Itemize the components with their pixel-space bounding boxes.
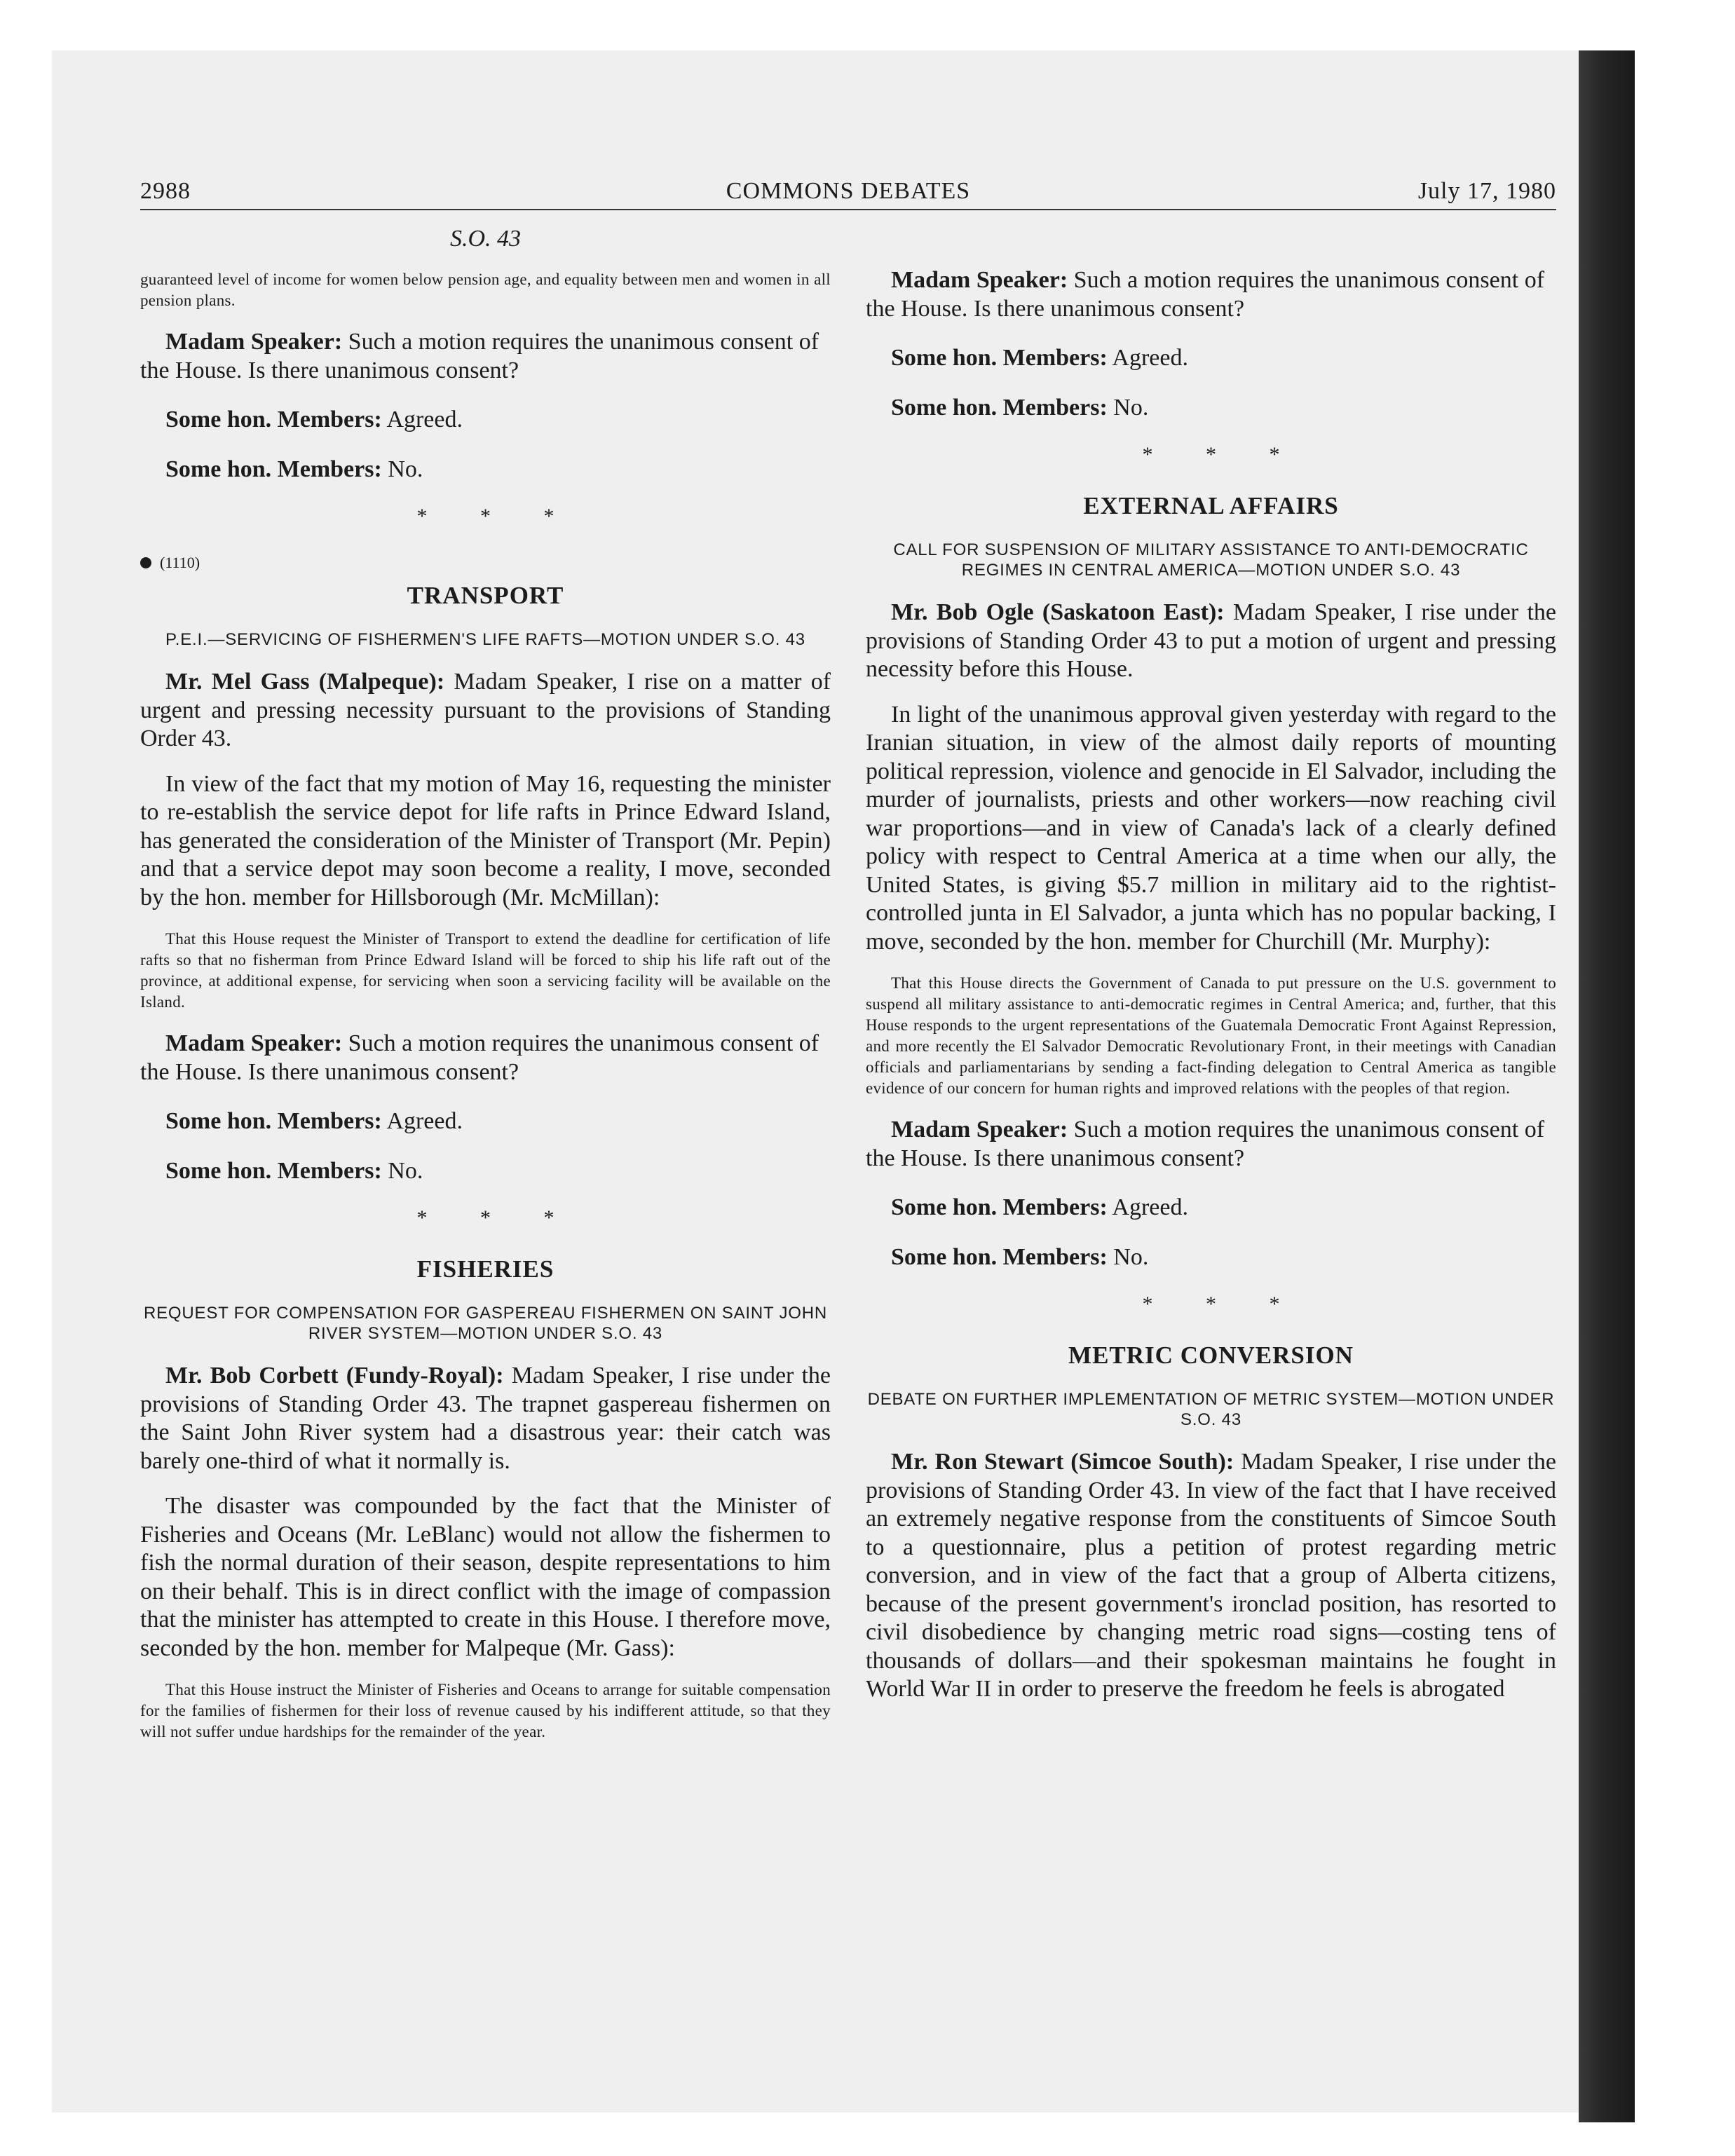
speech-paragraph <box>140 1362 831 1475</box>
speech-paragraph <box>866 599 1556 684</box>
publication-date: July 17, 1980 <box>1417 178 1556 204</box>
scan-edge-shadow <box>1579 50 1635 2122</box>
section-subheading: CALL FOR SUSPENSION OF MILITARY ASSISTANCE TO ANTI-DEMOCRATIC REGIMES IN CENTRAL AMERICA—MOTION UNDER S.O. 43 <box>893 540 1529 580</box>
left-column <box>140 226 831 1759</box>
members-response <box>140 1157 831 1186</box>
speech-paragraph: In light of the unanimous approval given yesterday with regard to the Iranian situation, in view of the almost daily reports of mounting political repression, violence and genocide in El Salvador, including the murder of journalists, priests and other workers—now reaching civil war proportions—and in view of Canada's lack of a clearly defined policy with respect to Central America at a time when our ally, the United States, is giving $5.7 million in military aid to the rightist-controlled junta in El Salvador, a junta which has no popular backing, I move, seconded by the hon. member for Churchill (Mr. Murphy): <box>866 701 1556 955</box>
speaker-text: Such a motion requires the unanimous consent of the House. Is there unanimous consent? <box>866 1117 1545 1171</box>
publication-title: COMMONS DEBATES <box>726 178 971 204</box>
members-response <box>866 1194 1556 1222</box>
speech-paragraph: In view of the fact that my motion of May 16, requesting the minister to re-establish the service depot for life rafts in Prince Edward Island, has generated the consideration of the Minister of Transport (Mr. Pepin) and that a service depot may soon become a reality, I move, seconded by the hon. member for Hillsborough (Mr. McMillan): <box>140 770 831 910</box>
speaker-label: Madam Speaker: <box>891 1117 1068 1142</box>
section-subheading: REQUEST FOR COMPENSATION FOR GASPEREAU FISHERMEN ON SAINT JOHN RIVER SYSTEM—MOTION UNDER S.O. 43 <box>143 1304 828 1343</box>
members-text: Agreed. <box>1112 1194 1188 1220</box>
members-label: Some hon. Members: <box>165 1108 382 1134</box>
speaker-label: Madam Speaker: <box>165 329 343 355</box>
speaker-ruling <box>866 266 1556 323</box>
members-response <box>866 394 1556 423</box>
members-text: Agreed. <box>386 407 463 432</box>
members-label: Some hon. Members: <box>165 1157 382 1184</box>
speech-text: Madam Speaker, I rise under the provisions of Standing Order 43 to put a motion of urgent and pressing necessity before this House. <box>866 599 1556 682</box>
speaker-text: Such a motion requires the unanimous consent of the House. Is there unanimous consent? <box>866 267 1545 322</box>
section-separator: * * * <box>1142 1292 1304 1316</box>
speaker-text: Such a motion requires the unanimous consent of the House. Is there unanimous consent? <box>140 1030 819 1085</box>
motion-text: That this House directs the Government of Canada to put pressure on the U.S. government to suspend all military assistance to anti-democratic regimes in Central America; and, further, that this House responds to the urgent representations of the Guatemala Democratic Front Against Repression, and more recently the El Salvador Democratic Revolutionary Front, in their meetings with Canadian officials and parliamentarians by sending a fact-finding delegation to Central America as tangible evidence of our concern for human rights and improved relations with the peoples of that region. <box>866 974 1556 1097</box>
speech-text: Madam Speaker, I rise under the provisions of Standing Order 43. The trapnet gaspereau fishermen on the Saint John River system had a disastrous year: their catch was barely one-third of what it normally is. <box>140 1363 831 1474</box>
section-separator: * * * <box>416 505 578 528</box>
members-response <box>140 1107 831 1136</box>
so-label: S.O. 43 <box>449 226 522 252</box>
right-column <box>866 266 1556 1721</box>
members-text: Agreed. <box>386 1108 463 1134</box>
section-separator: * * * <box>1142 443 1304 466</box>
members-label: Some hon. Members: <box>891 1194 1108 1220</box>
members-label: Some hon. Members: <box>891 394 1108 421</box>
page-header <box>140 178 1556 210</box>
members-text: No. <box>1113 1243 1149 1270</box>
time-marker <box>140 554 831 572</box>
section-heading: FISHERIES <box>416 1255 554 1283</box>
speech-paragraph: The disaster was compounded by the fact that the Minister of Fisheries and Oceans (Mr. LeBlanc) would not allow the fishermen to fish the normal duration of their season, despite representations to him on their behalf. This is in direct conflict with the image of compassion that the minister has attempted to create in this House. I therefore move, seconded by the hon. member for Malpeque (Mr. Gass): <box>140 1493 831 1661</box>
members-text: No. <box>1113 394 1149 421</box>
speaker-ruling <box>866 1116 1556 1173</box>
section-subheading: DEBATE ON FURTHER IMPLEMENTATION OF METRIC SYSTEM—MOTION UNDER S.O. 43 <box>867 1390 1555 1429</box>
members-text: No. <box>388 456 423 482</box>
section-heading: EXTERNAL AFFAIRS <box>1083 492 1339 519</box>
section-heading: TRANSPORT <box>407 582 564 609</box>
members-text: No. <box>388 1157 423 1184</box>
bullet-icon <box>140 557 151 568</box>
header-rule <box>140 209 1556 210</box>
section-separator: * * * <box>416 1206 578 1229</box>
speech-paragraph <box>866 1448 1556 1704</box>
members-response <box>866 344 1556 373</box>
motion-text: guaranteed level of income for women below pension age, and equality between men and women in all pension plans. <box>140 271 831 309</box>
section-subheading: P.E.I.—SERVICING OF FISHERMEN'S LIFE RAFTS—MOTION UNDER S.O. 43 <box>165 630 805 649</box>
members-text: Agreed. <box>1112 345 1188 371</box>
speaker-ruling <box>140 1030 831 1086</box>
speaker-name: Mr. Mel Gass (Malpeque): <box>165 669 445 695</box>
speaker-text: Such a motion requires the unanimous consent of the House. Is there unanimous consent? <box>140 329 819 383</box>
motion-text: That this House request the Minister of Transport to extend the deadline for certification of life rafts so that no fisherman from Prince Edward Island will be forced to ship his life raft out of the province, at additional expense, for servicing when soon a servicing facility will be available on the Island. <box>140 930 831 1011</box>
members-label: Some hon. Members: <box>891 1243 1108 1270</box>
members-label: Some hon. Members: <box>165 407 382 432</box>
speaker-label: Madam Speaker: <box>165 1030 343 1056</box>
speaker-label: Madam Speaker: <box>891 267 1068 293</box>
members-response <box>140 406 831 435</box>
page-number: 2988 <box>140 178 191 204</box>
speaker-name: Mr. Ron Stewart (Simcoe South): <box>891 1449 1234 1475</box>
members-response <box>866 1243 1556 1272</box>
speech-text: Madam Speaker, I rise on a matter of urgent and pressing necessity pursuant to the provisions of Standing Order 43. <box>140 669 831 751</box>
speaker-ruling <box>140 328 831 385</box>
speech-text: Madam Speaker, I rise under the provisions of Standing Order 43. In view of the fact that I have received an extremely negative response from the constituents of Simcoe South to a questionnaire, plus a petition of protest regarding metric conversion, and in view of the fact that a group of Alberta citizens, because of the present government's ironclad position, has resorted to civil disobedience by changing metric road signs—costing tens of thousands of dollars—and their spokesman maintains he fought in World War II in order to preserve the freedom he feels is abrogated <box>866 1449 1556 1702</box>
time-marker-text: (1110) <box>160 554 200 571</box>
section-heading: METRIC CONVERSION <box>1068 1342 1354 1369</box>
members-label: Some hon. Members: <box>165 456 382 482</box>
members-response <box>140 456 831 484</box>
motion-text: That this House instruct the Minister of Fisheries and Oceans to arrange for suitable compensation for the families of fishermen for their loss of revenue caused by his indifferent attitude, so that they will not suffer undue hardships for the remainder of the year. <box>140 1681 831 1740</box>
speaker-name: Mr. Bob Corbett (Fundy-Royal): <box>165 1363 504 1389</box>
members-label: Some hon. Members: <box>891 345 1108 371</box>
speaker-name: Mr. Bob Ogle (Saskatoon East): <box>891 599 1225 625</box>
speech-paragraph <box>140 668 831 753</box>
